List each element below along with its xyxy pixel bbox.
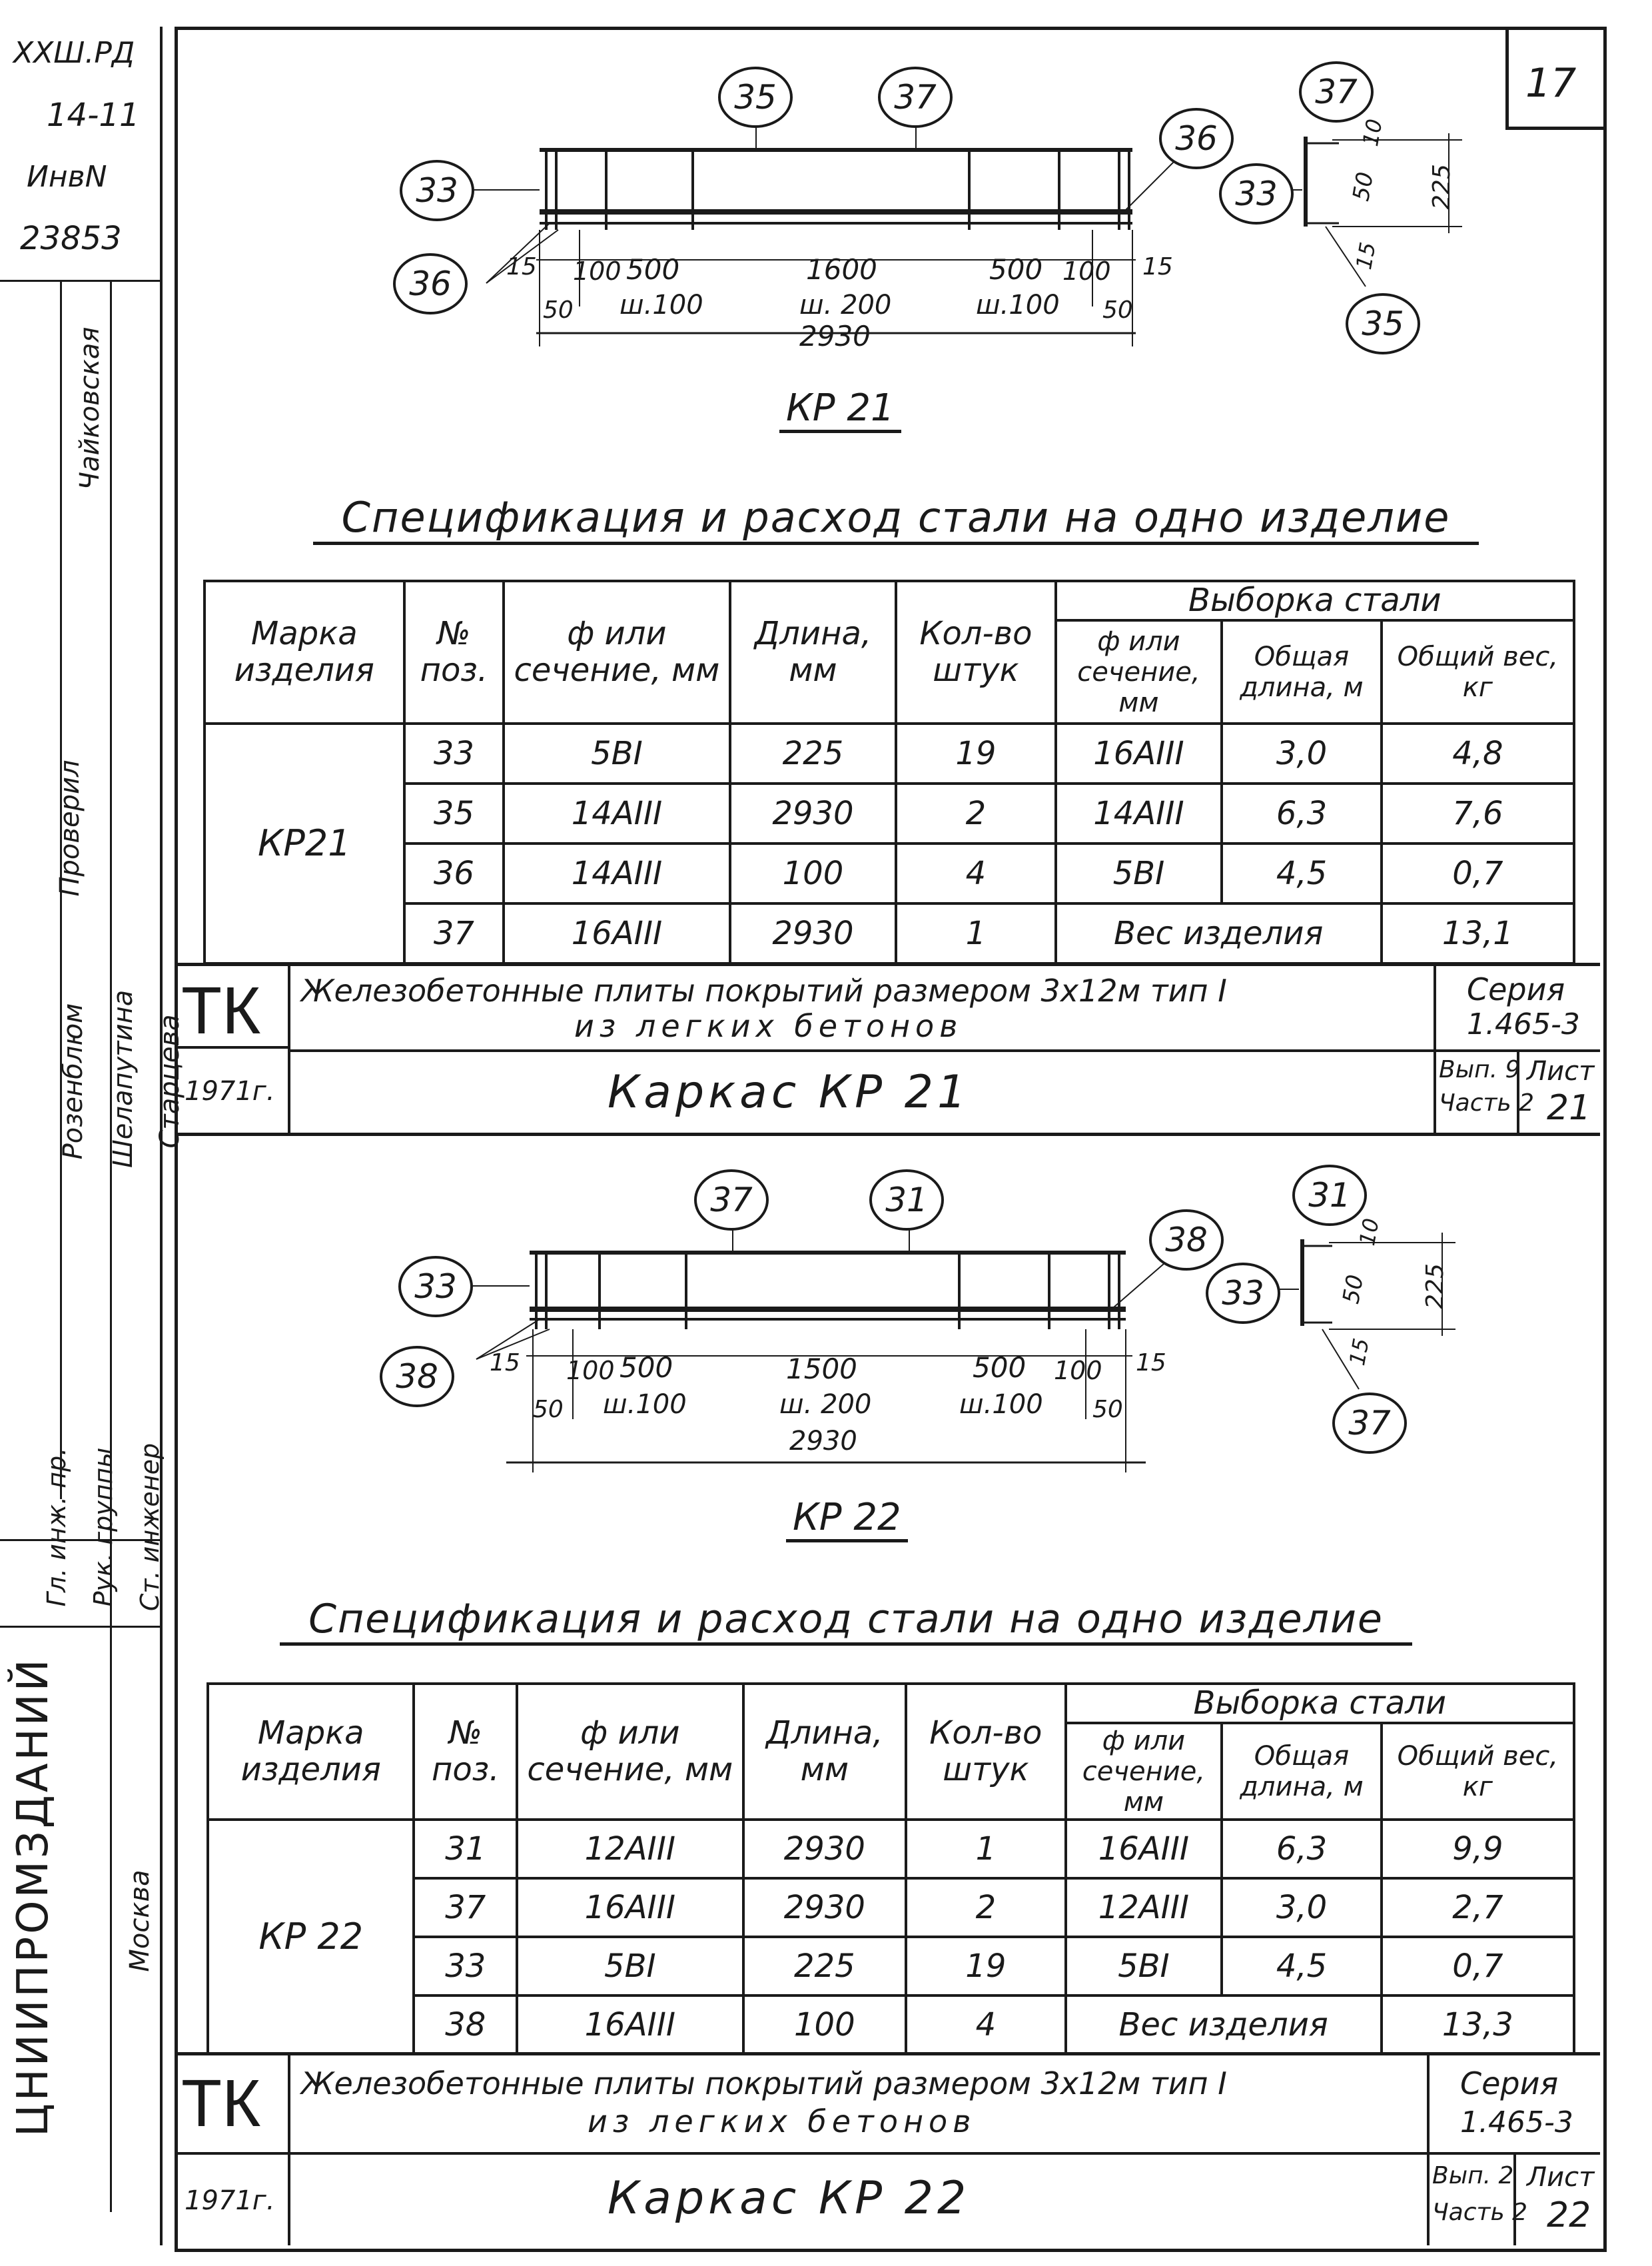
position-bubble: 33 (400, 160, 474, 221)
tb-desc-line1: Железобетонные плиты покрытий размером 3х12м тип I (301, 2065, 1227, 2101)
header-sel-weight: Общий вес, кг (1382, 620, 1574, 724)
sidebar-code-0: ХХШ.РД (13, 36, 135, 70)
table-cell: 225 (730, 724, 897, 784)
section-dim: 10 (1354, 1216, 1384, 1248)
position-bubble: 37 (694, 1169, 769, 1231)
tb-desc-line2: из легких бетонов (588, 2103, 977, 2139)
sidebar-name-3: Шелапутина (108, 989, 139, 1168)
dim-total: 2930 (789, 1426, 857, 1456)
position-bubble: 38 (380, 1346, 454, 1407)
dim-label: ш.100 (620, 290, 703, 320)
table-cell: 3,0 (1222, 724, 1381, 784)
header-mark: Марка изделия (208, 1684, 414, 1820)
dim-label: 50 (1102, 296, 1133, 324)
header-qty: Кол-во штук (896, 581, 1055, 724)
sidebar-role-0: Ст. инженер (135, 1442, 165, 1612)
tb-issue: Вып. 2 (1432, 2162, 1514, 2189)
header-sel-diam: ф или сечение, мм (1056, 620, 1222, 724)
weight-label: Вес изделия (1056, 903, 1382, 963)
tb-series-value: 1.465-3 (1460, 2105, 1573, 2139)
dim-label: ш.100 (976, 290, 1060, 320)
tk-logo: ТК (181, 2066, 261, 2141)
tb-issue: Вып. 9 (1439, 1056, 1521, 1083)
spec-table-1 (203, 580, 1575, 965)
table-cell: 14АIII (504, 844, 729, 903)
table-cell: 1 (906, 1820, 1065, 1878)
table-cell: 1 (896, 903, 1055, 963)
dim-label: 100 (1062, 257, 1111, 286)
table-cell: 35 (404, 784, 504, 844)
dim-label: 50 (533, 1396, 564, 1423)
title-block-2 (175, 2052, 1600, 2245)
dim-label: 100 (1054, 1356, 1102, 1385)
table-cell: 3,0 (1222, 1878, 1381, 1937)
table-cell: 5ВI (504, 724, 729, 784)
tb-series-label: Серия (1467, 971, 1565, 1007)
section-dim: 50 (1338, 1273, 1370, 1306)
dim-label: 500 (973, 1351, 1027, 1384)
section-bubble: 33 (1206, 1263, 1280, 1324)
sidebar-code-3: 23853 (20, 220, 122, 257)
position-bubble: 36 (1159, 108, 1234, 169)
table-cell: 12АIII (517, 1820, 743, 1878)
tb-name: Каркас КР 22 (608, 2172, 971, 2225)
weight-label: Вес изделия (1066, 1995, 1382, 2054)
product-mark: КР21 (205, 724, 404, 963)
dim-label: ш.100 (959, 1389, 1043, 1420)
table-cell: 16АIII (517, 1878, 743, 1937)
tb-series-label: Серия (1460, 2065, 1559, 2101)
drawing-label: КР 22 (786, 1496, 908, 1542)
table-cell: 36 (404, 844, 504, 903)
position-bubble: 33 (398, 1256, 473, 1317)
table-cell: 16АIII (504, 903, 729, 963)
table-cell: 2 (896, 784, 1055, 844)
table-cell: 16АIII (1056, 724, 1222, 784)
dim-label: 500 (620, 1351, 673, 1384)
table-cell: 6,3 (1222, 1820, 1381, 1878)
table-cell: 19 (906, 1937, 1065, 1995)
table-cell: 5ВI (1056, 844, 1222, 903)
dim-label: 15 (490, 1349, 520, 1377)
table-cell: 14АIII (504, 784, 729, 844)
weight-value: 13,3 (1382, 1995, 1574, 2054)
position-bubble: 37 (878, 67, 953, 128)
table-cell: 5ВI (517, 1937, 743, 1995)
dim-label: 50 (543, 296, 574, 324)
header-selection: Выборка стали (1056, 581, 1574, 620)
table-cell: 100 (730, 844, 897, 903)
sidebar-role-1: Рук. группы (89, 1447, 118, 1607)
sidebar-org: ЦНИИПРОМЗДАНИЙ (9, 1656, 58, 2137)
header-sel-len: Общая длина, м (1222, 620, 1381, 724)
table-cell: 16АIII (517, 1995, 743, 2054)
tk-logo: ТК (181, 973, 261, 1048)
title-block-1 (175, 963, 1600, 1136)
position-bubble: 35 (718, 67, 793, 128)
page-number: 17 (1525, 60, 1577, 107)
tb-series-value: 1.465-3 (1467, 1007, 1580, 1041)
header-pos: № поз. (404, 581, 504, 724)
sidebar (0, 27, 185, 2245)
tb-sheet-value: 22 (1547, 2195, 1591, 2235)
sidebar-name-4: Старцева (155, 1014, 185, 1149)
section-bubble: 31 (1292, 1165, 1367, 1226)
table-cell: 2930 (730, 903, 897, 963)
table-cell: 6,3 (1222, 784, 1381, 844)
table-cell: 5ВI (1066, 1937, 1222, 1995)
section-dim: 50 (1348, 170, 1380, 203)
header-diam: ф или сечение, мм (504, 581, 729, 724)
dim-label: 15 (506, 253, 537, 281)
section-dim: 15 (1351, 240, 1381, 272)
tb-year: 1971г. (185, 1076, 275, 1107)
header-mark: Марка изделия (205, 581, 404, 724)
section-dim: 225 (1421, 1263, 1449, 1309)
dim-total: 2930 (799, 320, 871, 352)
position-bubble: 38 (1149, 1209, 1224, 1271)
table-cell: 7,6 (1382, 784, 1574, 844)
tb-name: Каркас КР 21 (608, 1066, 971, 1119)
section-dim: 10 (1358, 117, 1388, 149)
dim-label: ш. 200 (779, 1389, 872, 1420)
table-cell: 37 (404, 903, 504, 963)
sidebar-code-1: 14-11 (47, 97, 140, 134)
sidebar-name-0: Чайковская (75, 326, 105, 490)
table-cell: 4,5 (1222, 844, 1381, 903)
table-cell: 16АIII (1066, 1820, 1222, 1878)
section-dim: 225 (1428, 164, 1455, 210)
dim-label: 100 (573, 257, 621, 286)
dim-label: ш.100 (603, 1389, 687, 1420)
table-cell: 12АIII (1066, 1878, 1222, 1937)
table-cell: 4,8 (1382, 724, 1574, 784)
header-length: Длина, мм (743, 1684, 907, 1820)
table-cell: 4 (896, 844, 1055, 903)
table-cell: 14АIII (1056, 784, 1222, 844)
table-cell: 4 (906, 1995, 1065, 2054)
tb-sheet-label: Лист (1527, 2162, 1595, 2193)
tb-part: Часть 2 (1439, 1089, 1535, 1117)
drawing-label: КР 21 (779, 386, 901, 433)
table-cell: 33 (404, 724, 504, 784)
dim-label: 15 (1142, 253, 1173, 281)
spec-table-2 (206, 1682, 1575, 2055)
sidebar-name-2: Розенблюм (58, 1003, 89, 1160)
table-cell: 31 (414, 1820, 517, 1878)
tb-desc-line1: Железобетонные плиты покрытий размером 3х12м тип I (301, 973, 1227, 1009)
table-cell: 2930 (743, 1820, 907, 1878)
table-cell: 2 (906, 1878, 1065, 1937)
header-selection: Выборка стали (1066, 1684, 1574, 1723)
table-cell: 33 (414, 1937, 517, 1995)
table-cell: 2,7 (1382, 1878, 1574, 1937)
spec-title: Спецификация и расход стали на одно изделие (313, 493, 1479, 545)
position-bubble: 36 (393, 253, 468, 314)
sidebar-city: Москва (125, 1870, 155, 1972)
table-cell: 2930 (730, 784, 897, 844)
table-cell: 225 (743, 1937, 907, 1995)
header-sel-weight: Общий вес, кг (1382, 1723, 1574, 1820)
table-cell: 38 (414, 1995, 517, 2054)
sidebar-role-2: Гл. инж. пр. (42, 1447, 71, 1607)
tb-year: 1971г. (185, 2185, 275, 2216)
section-bubble: 35 (1346, 293, 1420, 354)
dim-label: 50 (1092, 1396, 1123, 1423)
table-cell: 0,7 (1382, 1937, 1574, 1995)
table-cell: 0,7 (1382, 844, 1574, 903)
sidebar-name-1: Проверил (55, 760, 85, 897)
tb-desc-line2: из легких бетонов (574, 1008, 963, 1044)
spec-title: Спецификация и расход стали на одно изделие (280, 1596, 1412, 1646)
table-cell: 4,5 (1222, 1937, 1381, 1995)
table-cell: 19 (896, 724, 1055, 784)
header-sel-diam: ф или сечение, мм (1066, 1723, 1222, 1820)
dim-label: 500 (626, 253, 680, 286)
table-cell: 9,9 (1382, 1820, 1574, 1878)
dim-label: 1600 (806, 253, 877, 286)
position-bubble: 31 (869, 1169, 944, 1231)
header-qty: Кол-во штук (906, 1684, 1065, 1820)
header-sel-len: Общая длина, м (1222, 1723, 1381, 1820)
weight-value: 13,1 (1382, 903, 1574, 963)
table-cell: 37 (414, 1878, 517, 1937)
header-length: Длина, мм (730, 581, 897, 724)
section-bubble: 37 (1332, 1393, 1407, 1454)
section-dim: 15 (1344, 1336, 1374, 1368)
section-bubble: 37 (1299, 61, 1374, 123)
table-cell: 2930 (743, 1878, 907, 1937)
dim-label: ш. 200 (799, 290, 892, 320)
table-cell: 100 (743, 1995, 907, 2054)
dim-label: 100 (566, 1356, 615, 1385)
dim-label: 500 (989, 253, 1043, 286)
tb-part: Часть 2 (1432, 2199, 1528, 2226)
tb-sheet-value: 21 (1547, 1088, 1591, 1128)
product-mark: КР 22 (208, 1820, 414, 2054)
header-pos: № поз. (414, 1684, 517, 1820)
dim-label: 1500 (786, 1353, 857, 1385)
section-bubble: 33 (1219, 163, 1294, 225)
dim-label: 15 (1136, 1349, 1166, 1377)
tb-sheet-label: Лист (1527, 1056, 1595, 1087)
sidebar-code-2: ИнвN (27, 160, 107, 194)
header-diam: ф или сечение, мм (517, 1684, 743, 1820)
